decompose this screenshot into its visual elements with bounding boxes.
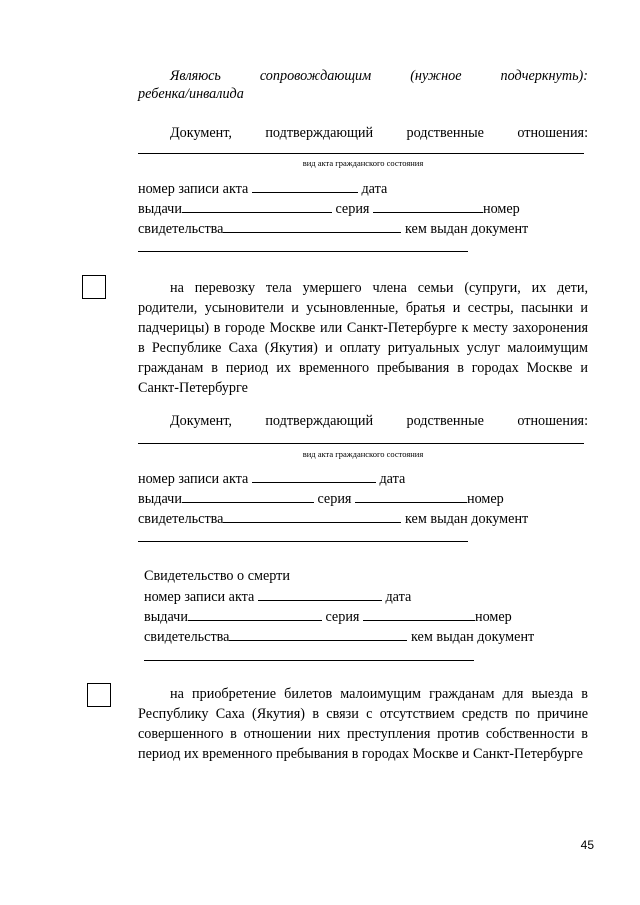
issue-row-2 [138, 488, 504, 509]
issue-label: выдачи [138, 491, 182, 507]
series-label: серия [325, 609, 360, 625]
relation-doc-line-2 [138, 411, 588, 431]
date-label: дата [361, 181, 388, 197]
issue-label: выдачи [144, 609, 188, 625]
act-type-caption: вид акта гражданского состояния [302, 158, 424, 168]
certificate-row-2 [138, 508, 528, 529]
doc-word: родственные [406, 413, 484, 429]
series-label: серия [317, 491, 352, 507]
doc-word: подтверждающий [265, 125, 374, 141]
death-certificate-title: Свидетельство о смерти [144, 568, 290, 584]
relation-doc-line-1 [138, 123, 588, 143]
doc-word: Документ, [170, 413, 232, 429]
number-label: номер [474, 609, 512, 625]
record-field[interactable] [252, 178, 358, 193]
tickets-checkbox[interactable] [87, 683, 111, 707]
death-certificate-row [144, 626, 534, 647]
death-issue-row [144, 606, 512, 627]
issued-by-fill-line-2[interactable] [138, 541, 468, 542]
issued-by-fill-line[interactable] [138, 251, 468, 252]
number-label: номер [482, 201, 520, 217]
issued-by-label: кем выдан документ [405, 221, 529, 237]
series-field[interactable] [363, 606, 475, 621]
record-label: номер записи акта [144, 589, 255, 605]
doc-word: отношения: [517, 125, 589, 141]
doc-word: отношения: [517, 413, 589, 429]
escort-word: Являюсь [170, 68, 221, 84]
issue-field[interactable] [182, 198, 332, 213]
issue-row [138, 198, 520, 219]
certificate-row [138, 218, 528, 239]
issue-field[interactable] [182, 488, 314, 503]
record-label: номер записи акта [138, 471, 249, 487]
record-row-2 [138, 468, 405, 489]
doc-word: подтверждающий [265, 413, 374, 429]
certificate-label: свидетельства [138, 221, 224, 237]
tickets-text: на приобретение билетов малоимущим гражданам для выезда в Республику Саха (Якутия) в связи с отсутствием средств по причине совершенного в отношении них преступления против собственности в период их временного пребывания в городах Москве и Санкт-Петербурге [138, 686, 588, 762]
date-label: дата [385, 589, 412, 605]
certificate-field[interactable] [223, 508, 401, 523]
doc-word: родственные [406, 125, 484, 141]
death-record-row [144, 586, 411, 607]
record-label: номер записи акта [138, 181, 249, 197]
issued-by-label: кем выдан документ [411, 629, 535, 645]
record-field[interactable] [258, 586, 382, 601]
relation-doc-fill-line-2[interactable] [138, 443, 584, 444]
issue-label: выдачи [138, 201, 182, 217]
escort-line-1 [138, 66, 588, 86]
escort-word: подчеркнуть): [500, 68, 589, 84]
series-field[interactable] [373, 198, 483, 213]
certificate-label: свидетельства [138, 511, 224, 527]
transport-checkbox[interactable] [82, 275, 106, 299]
escort-word: сопровождающим [259, 68, 372, 84]
page-number: 45 [580, 838, 594, 852]
certificate-field[interactable] [223, 218, 401, 233]
issued-by-label: кем выдан документ [405, 511, 529, 527]
certificate-field[interactable] [229, 626, 407, 641]
act-type-caption-2: вид акта гражданского состояния [302, 449, 424, 459]
date-label: дата [379, 471, 406, 487]
death-issued-by-fill-line[interactable] [144, 660, 474, 661]
escort-word: (нужное [410, 68, 462, 84]
relation-doc-fill-line[interactable] [138, 153, 584, 154]
number-label: номер [466, 491, 504, 507]
doc-word: Документ, [170, 125, 232, 141]
record-row [138, 178, 387, 199]
record-field[interactable] [252, 468, 376, 483]
escort-line-2: ребенка/инвалида [138, 86, 244, 102]
series-label: серия [335, 201, 370, 217]
issue-field[interactable] [188, 606, 322, 621]
series-field[interactable] [355, 488, 467, 503]
transport-text: на перевозку тела умершего члена семьи (супруги, их дети, родители, усыновители и усыновленные, братья и сестры, пасынки и падчерицы) в городе Москве или Санкт-Петербурге к месту захоронения в Республике Саха (Якутия) и оплату ритуальных услуг малоимущим гражданам в период их временного пребывания в городах Москве и Санкт-Петербурге [138, 280, 588, 396]
certificate-label: свидетельства [144, 629, 230, 645]
